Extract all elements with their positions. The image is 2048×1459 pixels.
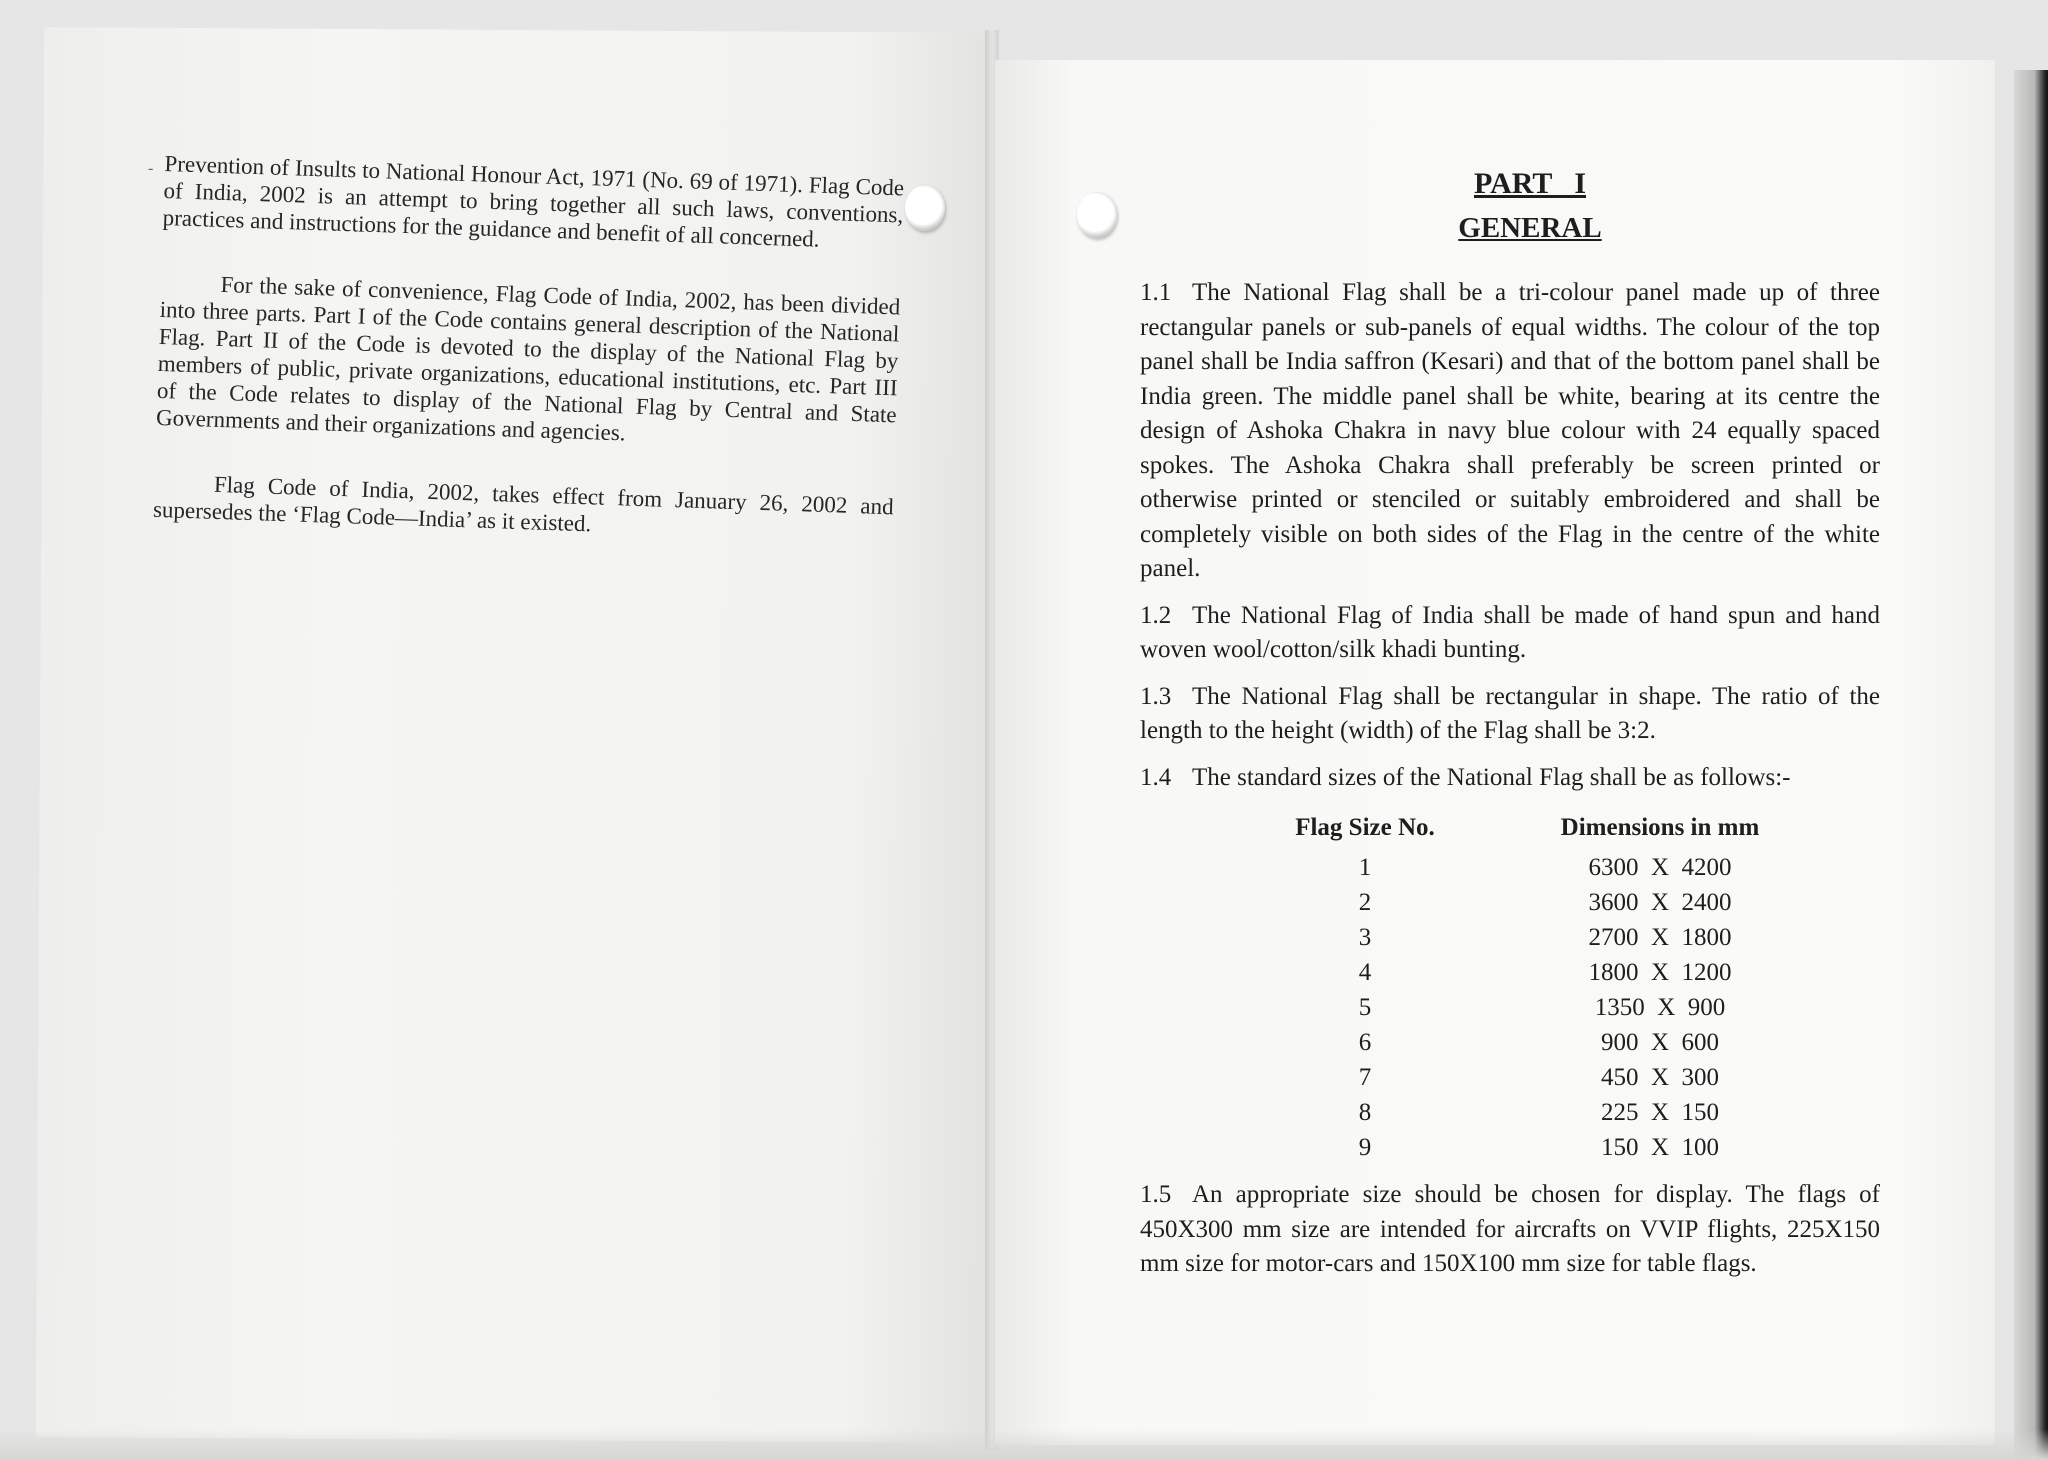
clause-text: The National Flag shall be a tri-colour panel made up of three rectangular panels or sub-panels of equal widths. The colour of the top panel shall be India saffron (Kesari) and that of the bottom panel shall be India green. The middle panel shall be white, bearing at its centre the design of Ashoka Chakra in navy blue colour with 24 equally spaced spokes. The Ashoka Chakra shall preferably be screen printed or otherwise printed or stenciled or suitably embroidered and shall be completely visible on both sides of the Flag in the centre of the white panel. (1140, 279, 1880, 582)
dimensions: 3600 X 2400 (1588, 889, 1732, 917)
clause-number: 1.1 (1140, 279, 1172, 306)
table-row (1140, 1026, 1880, 1061)
clause-1-1 (1140, 276, 1880, 587)
clause-text: The standard sizes of the National Flag shall be as follows:- (1192, 763, 1791, 791)
size-no: 5 (1358, 994, 1372, 1022)
size-no: 3 (1358, 924, 1372, 952)
clause-number: 1.4 (1140, 763, 1172, 791)
size-no: 1 (1358, 854, 1372, 882)
margin-mark: - (148, 160, 154, 177)
size-no: 6 (1358, 1029, 1372, 1057)
table-row (1140, 886, 1880, 921)
clause-1-3 (1140, 680, 1880, 749)
punch-hole-right (1077, 192, 1117, 238)
dimensions: 1800 X 1200 (1588, 959, 1732, 987)
dimensions: 6300 X 4200 (1588, 854, 1732, 882)
table-row (1140, 851, 1880, 886)
clause-1-5 (1140, 1178, 1880, 1282)
clause-text: The National Flag of India shall be made of hand spun and hand woven wool/cotton/silk khadi bunting. (1140, 601, 1880, 663)
dimensions: 225 X 150 (1600, 1099, 1720, 1127)
size-no: 4 (1358, 959, 1372, 987)
page-edge-shadow (2014, 70, 2048, 1459)
clause-number: 1.3 (1140, 682, 1172, 710)
clause-1-4 (1140, 761, 1880, 796)
left-paragraph-1: Prevention of Insults to National Honour Act, 1971 (No. 69 of 1971). Flag Code of India, 2002 is an attempt to bring together all such laws, conventions, practices and instructions for the guidance and benefit of all concerned. (162, 150, 905, 252)
size-no: 9 (1358, 1134, 1372, 1162)
left-page-text (151, 150, 904, 585)
header-dimensions: Dimensions in mm (1560, 813, 1760, 841)
table-header-row (1140, 805, 1880, 851)
bottom-shadow (0, 1429, 2048, 1459)
clause-number: 1.2 (1140, 601, 1172, 629)
table-row (1140, 1131, 1880, 1166)
dimensions: 2700 X 1800 (1588, 924, 1732, 952)
size-no: 2 (1358, 889, 1372, 917)
dimensions: 150 X 100 (1600, 1134, 1720, 1162)
clause-text: An appropriate size should be chosen for display. The flags of 450X300 mm size are intended for aircrafts on VVIP flights, 225X150 mm size for motor-cars and 150X100 mm size for table flags. (1140, 1181, 1880, 1277)
punch-hole-left (905, 185, 945, 231)
part-title: PART I (1473, 167, 1587, 200)
size-no: 7 (1358, 1064, 1372, 1092)
clause-text: The National Flag shall be rectangular in shape. The ratio of the length to the height (width) of the Flag shall be 3:2. (1140, 682, 1880, 744)
clause-1-2 (1140, 599, 1880, 668)
table-row (1140, 1096, 1880, 1131)
left-paragraph-3: Flag Code of India, 2002, takes effect from January 26, 2002 and supersedes the ‘Flag Code—India’ as it existed. (152, 471, 894, 537)
flag-size-table (1140, 805, 1880, 1166)
table-row (1140, 956, 1880, 991)
right-page-text (1140, 162, 1880, 1282)
left-paragraph-2: For the sake of convenience, Flag Code of India, 2002, has been divided into three parts. Part I of the Code contains general description of the National Flag. Part II of the Code is devoted to the display of the National Flag by members of public, private organizations, educational institutions, etc. Part III of the Code relates to display of the National Flag by Central and State Governments and their organizations and agencies. (155, 271, 901, 446)
dimensions: 1350 X 900 (1594, 994, 1726, 1022)
table-row (1140, 1061, 1880, 1096)
header-flag-size-no: Flag Size No. (1295, 813, 1435, 841)
size-no: 8 (1358, 1099, 1372, 1127)
dimensions: 450 X 300 (1600, 1064, 1720, 1092)
dimensions: 900 X 600 (1600, 1029, 1720, 1057)
clause-number: 1.5 (1140, 1181, 1172, 1208)
table-row (1140, 921, 1880, 956)
table-row (1140, 991, 1880, 1026)
section-title: GENERAL (1458, 212, 1602, 244)
